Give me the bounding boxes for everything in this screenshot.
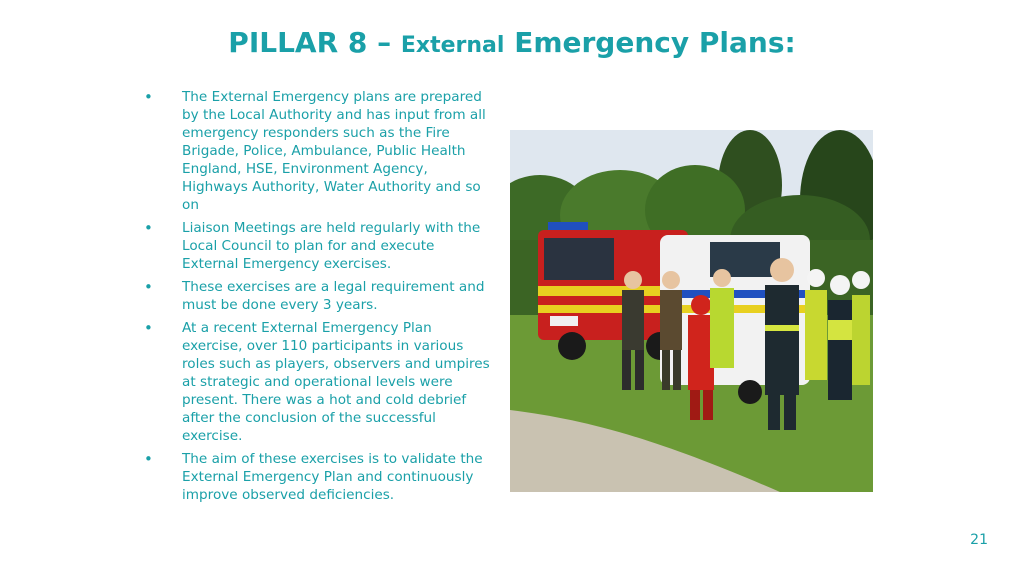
- wheel: [738, 380, 762, 404]
- bullet-text: The aim of these exercises is to validate the External Emergency Plan and continuously improve observed deficiencies.: [182, 451, 483, 503]
- bullet-text: These exercises are a legal requirement and must be done every 3 years.: [182, 279, 485, 313]
- bullet-item: [140, 450, 490, 504]
- bullet-list: [140, 88, 490, 509]
- bullet-marker: •: [144, 88, 153, 106]
- bullet-item: [140, 278, 490, 314]
- slide-title: [0, 26, 1024, 59]
- bullet-item: [140, 319, 490, 445]
- number-plate: [550, 316, 578, 326]
- wheel: [558, 332, 586, 360]
- title-part-3: Emergency Plans:: [504, 26, 796, 59]
- fire-engine-windscreen: [544, 238, 614, 280]
- bullet-marker: •: [144, 450, 153, 468]
- bullet-text: At a recent External Emergency Plan exercise, over 110 participants in various roles such as players, observers and umpires at strategic and operational levels were present. There was a hot and cold debrief after the conclusion of the successful exercise.: [182, 320, 490, 444]
- page-number: 21: [970, 532, 988, 548]
- bullet-item: [140, 88, 490, 214]
- title-part-2: External: [400, 33, 505, 58]
- bullet-text: The External Emergency plans are prepared by the Local Authority and has input from all emergency responders such as the Fire Brigade, Police, Ambulance, Public Health England, HSE, Environment Agency, Highways Authority, Water Authority and so on: [182, 89, 486, 213]
- bullet-text: Liaison Meetings are held regularly with the Local Council to plan for and execute External Emergency exercises.: [182, 220, 481, 272]
- title-part-1: PILLAR 8 –: [228, 26, 401, 59]
- bullet-item: [140, 219, 490, 273]
- blue-light-bar: [548, 222, 588, 230]
- bullet-marker: •: [144, 319, 153, 337]
- photo-illustration: [510, 130, 873, 492]
- emergency-exercise-photo: [510, 130, 873, 492]
- bullet-marker: •: [144, 278, 153, 296]
- bullet-marker: •: [144, 219, 153, 237]
